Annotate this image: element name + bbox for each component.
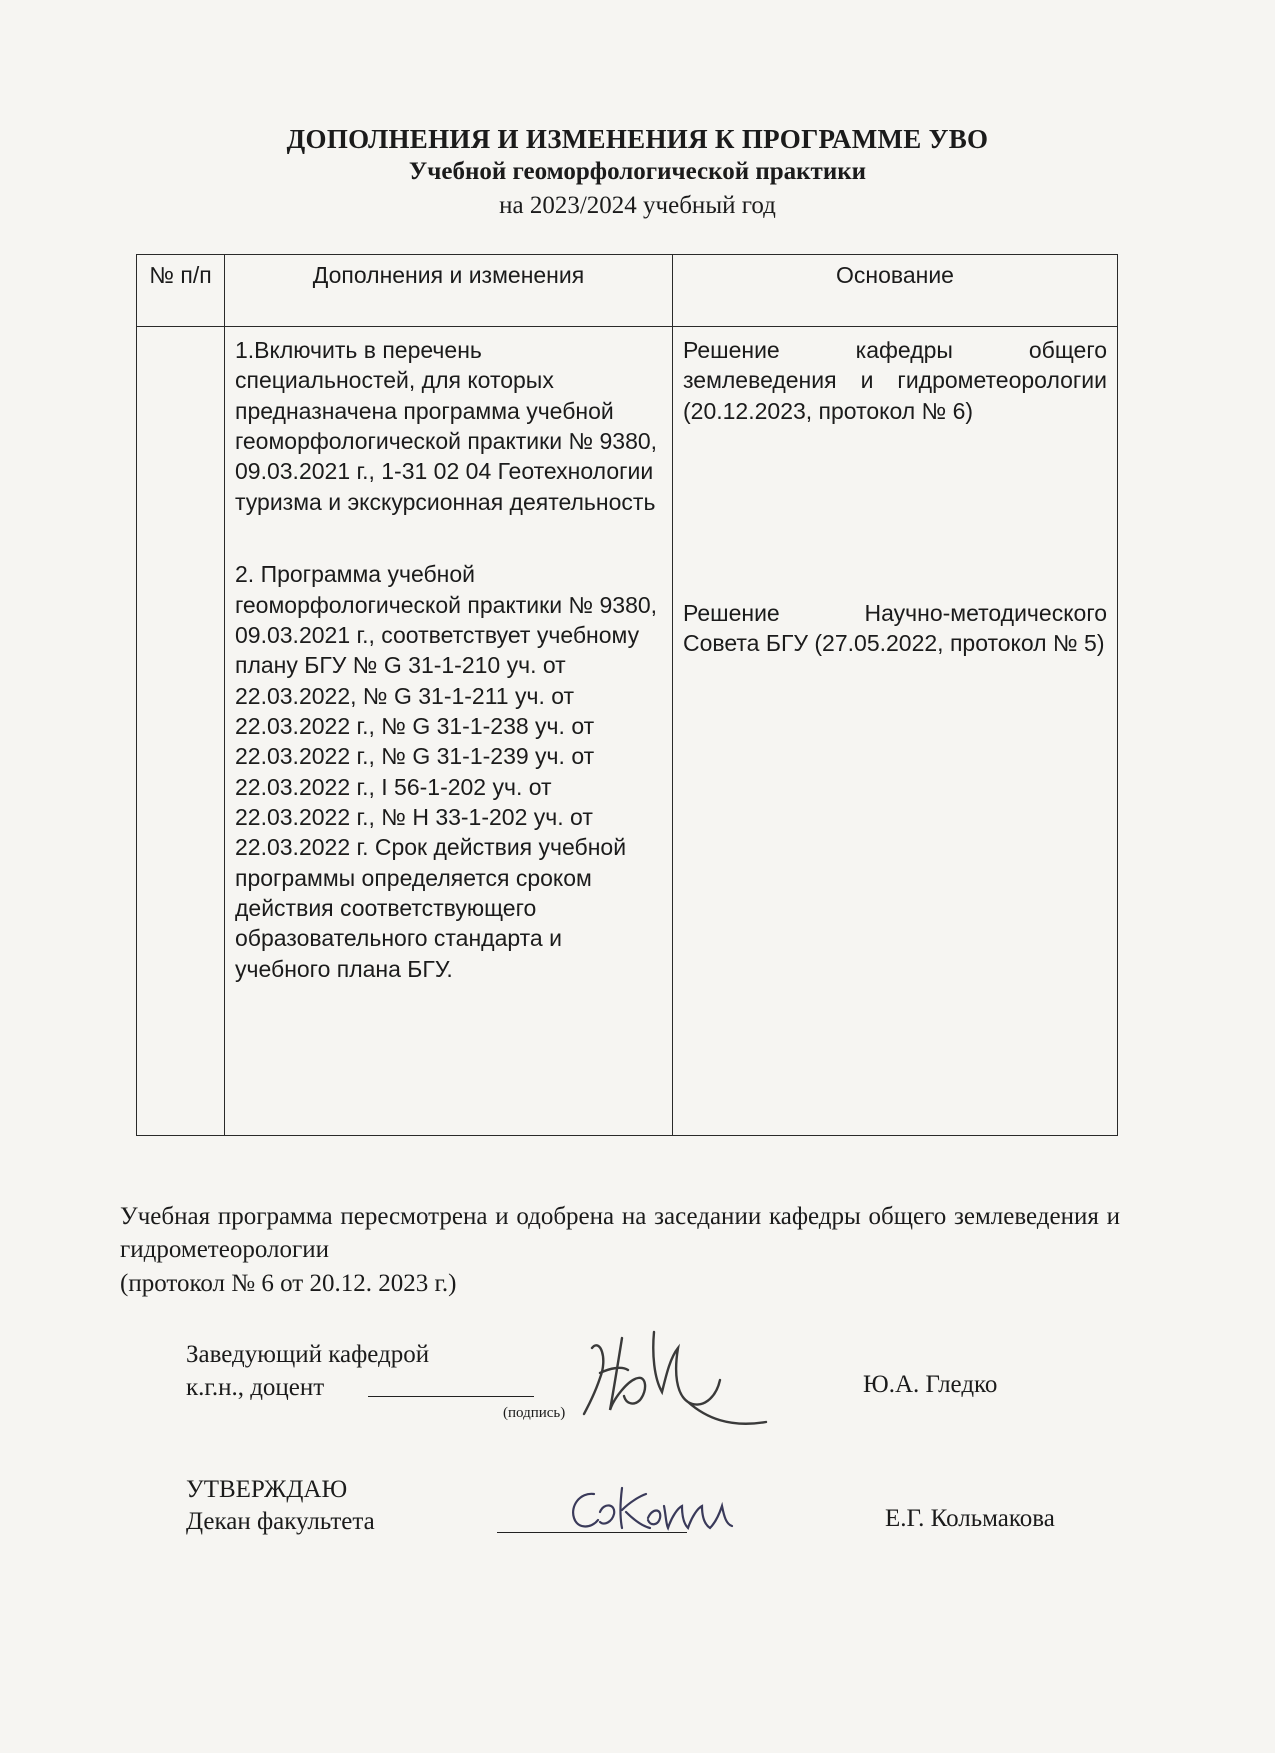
header-changes: Дополнения и изменения (225, 255, 673, 327)
change-item-2: 2. Программа учебной геоморфологической практики № 9380, 09.03.2021 г., соответствует учебному плану БГУ № G 31-1-210 уч. от 22.03.2022, № G 31-1-211 уч. от 22.03.2022 г., № G 31-1-238 уч. от 22.03.2022 г., № G 31-1-239 уч. от 22.03.2022 г., I 56-1-202 уч. от 22.03.2022 г., № H 33-1-202 уч. от 22.03.2022 г. Срок действия учебной программы определяется сроком действия соответствующего образовательного стандарта и учебного плана БГУ. (235, 561, 658, 982)
document-subtitle: Учебной геоморфологической практики (408, 158, 867, 185)
approval-protocol: (протокол № 6 от 20.12. 2023 г.) (120, 1270, 457, 1297)
row-number (137, 327, 225, 1136)
basis-item-2: Решение Научно-методического Совета БГУ (27.05.2022, протокол № 5) (683, 600, 1107, 657)
signature-caption: (подпись) (503, 1405, 566, 1421)
table-header-row (137, 255, 1118, 327)
basis-item-1: Решение кафедры общего землеведения и гидрометеорологии (20.12.2023, протокол № 6) (683, 337, 1107, 424)
dean-name: Е.Г. Кольмакова (885, 1505, 1055, 1532)
head-role-line1: Заведующий кафедрой (186, 1341, 430, 1368)
header-number: № п/п (137, 255, 225, 327)
head-signature-line (368, 1396, 534, 1397)
change-item-1: 1.Включить в перечень специальностей, для которых предназначена программа учебной геоморфологической практики № 9380, 09.03.2021 г., 1-31 02 04 Геотехнологии туризма и экскурсионная деятельность (235, 337, 658, 515)
academic-year: на 2023/2024 учебный год (499, 192, 776, 219)
row-basis (673, 327, 1118, 1136)
dean-signature-image (560, 1482, 750, 1542)
head-role-line2: к.г.н., доцент (186, 1374, 325, 1401)
changes-table (136, 254, 1118, 1136)
dean-role: Декан факультета (186, 1508, 375, 1535)
head-name: Ю.А. Гледко (863, 1371, 998, 1398)
head-signature-image (570, 1318, 770, 1448)
document-title: ДОПОЛНЕНИЯ И ИЗМЕНЕНИЯ К ПРОГРАММЕ УВО (286, 124, 989, 154)
dean-approve-label: УТВЕРЖДАЮ (186, 1476, 348, 1503)
header-basis: Основание (673, 255, 1118, 327)
table-row (137, 327, 1118, 1136)
row-changes (225, 327, 673, 1136)
approval-text: Учебная программа пересмотрена и одобрена на заседании кафедры общего землеведения и гидрометеорологии (120, 1203, 1120, 1263)
